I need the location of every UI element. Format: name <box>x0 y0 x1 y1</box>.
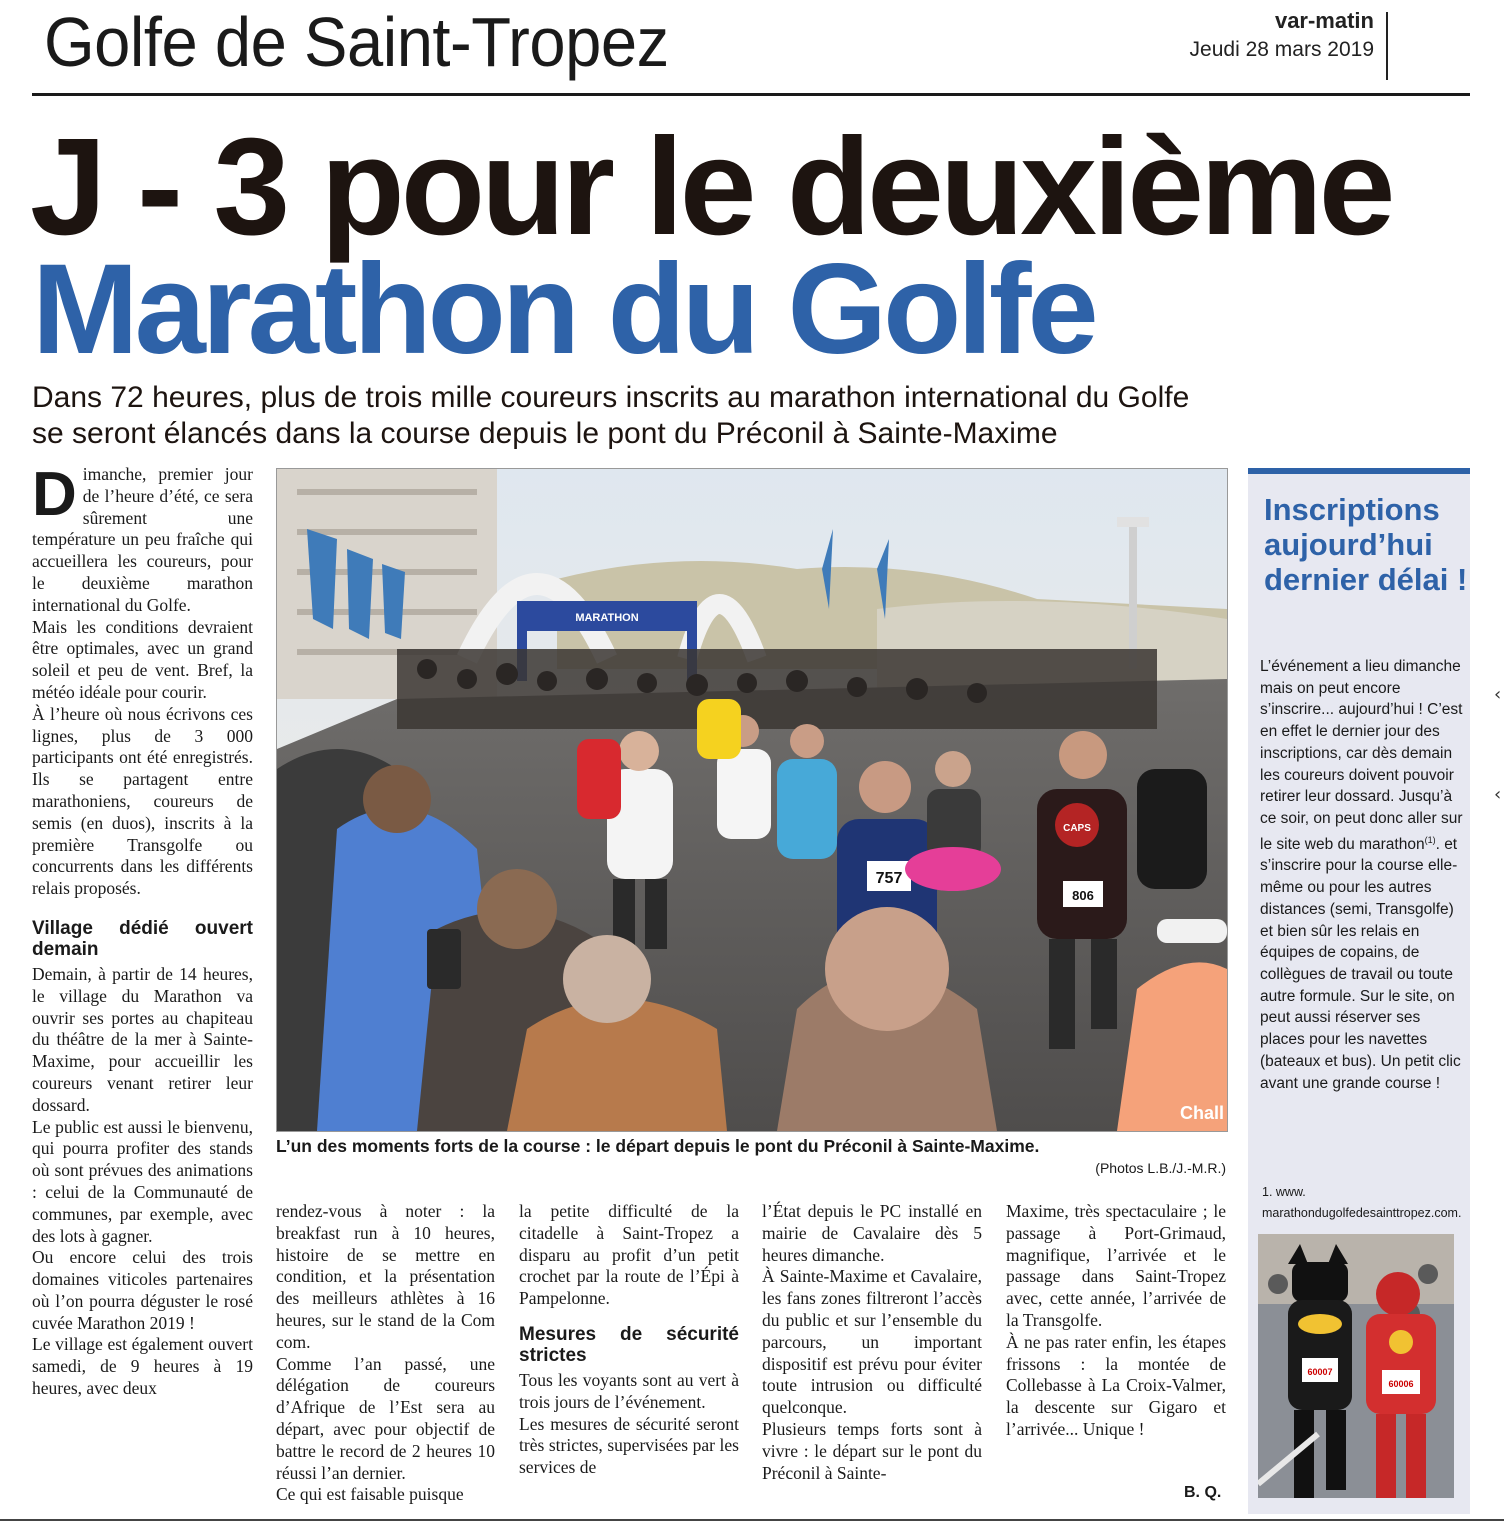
bib-number: 757 <box>875 870 903 887</box>
headline-line-2: Marathon du Golfe <box>32 238 1095 381</box>
paragraph: Demain, à partir de 14 heures, le village du Marathon va ouvrir ses portes au chapiteau du théâtre de la mer à Sainte-Maxime, pour accueillir les coureurs venant retirer leur dossard. <box>32 963 253 1115</box>
page-bottom-rule <box>0 1519 1504 1521</box>
article-column-4 <box>762 1201 982 1484</box>
author-signature: B. Q. <box>1184 1484 1222 1501</box>
newspaper-name: var-matin <box>1274 8 1374 33</box>
paragraph: la petite difficulté de la citadelle à Saint-Tropez a disparu au profit d’un petit crochet par la route de l’Épi à Pampelonne. <box>519 1201 739 1309</box>
drop-cap: D <box>32 460 77 529</box>
article-column-5 <box>1006 1201 1226 1441</box>
bib-number: 806 <box>1072 888 1094 903</box>
arch-banner-text: MARATHON <box>575 612 639 624</box>
sidebar-body: L’événement a lieu dimanche mais on peut encore s’inscrire... aujourd’hui ! C’est en effet le dernier jour des inscriptions, car dès demain les coureurs doivent pouvoir retirer leur dossard. Jusqu’à ce soir, on peut donc aller sur le site web du marathon$^{(1)}$. et s’inscrire pour la course elle-même ou pour les autres distances (semi, Transgolfe) et bien sûr les relais en équipes de copains, de collègues de travail ou toute autre formule. Sur le site, on peut aussi réserver ses places pour les navettes (bateaux et bus). Un petit clic avant une grande course ! <box>1260 658 1463 1092</box>
publication-date: Jeudi 28 mars 2019 <box>1189 38 1374 61</box>
article-column-1 <box>32 460 253 1400</box>
headline-line-1: J - 3 pour le deuxième <box>30 110 1392 264</box>
paragraph: Ou encore celui des trois domaines viticoles partenaires où l’on pourra déguster le rosé cuvée Marathon 2019 ! <box>32 1247 253 1333</box>
paragraph: Les mesures de sécurité seront très strictes, supervisées par les services de <box>519 1413 739 1478</box>
footnote-marker: (1) <box>1424 834 1436 845</box>
section-title: Golfe de Saint-Tropez <box>44 3 669 81</box>
paragraph: À Sainte-Maxime et Cavalaire, les fans zones filtreront l’accès du public et sur l’ensemble du parcours, un important dispositif est prévu pour éviter toute intrusion ou difficulté quelconque. <box>762 1266 982 1418</box>
paragraph: l’État depuis le PC installé en mairie de Cavalaire dès 5 heures dimanche. <box>762 1201 982 1265</box>
paragraph: Ce qui est faisable puisque <box>276 1484 464 1505</box>
subheading: Mesures de sécurité strictes <box>519 1323 739 1366</box>
deck-line-2: se seront élancés dans la course depuis le pont du Préconil à Sainte-Maxime <box>32 417 1058 450</box>
subheading: Village dédié ouvert demain <box>32 917 253 960</box>
paragraph: Dimanche, premier jour de l’heure d’été, ce sera sûrement une température un peu fraîche qui accueillera les coureurs, pour le deuxième marathon international du Golfe. <box>32 460 253 615</box>
photo-credit: (Photos L.B./J.-M.R.) <box>1095 1160 1226 1176</box>
article-deck <box>32 380 1432 452</box>
website-url: marathondugolfedesainttropez.com. <box>1262 1206 1462 1220</box>
chevron-left-icon: ‹ <box>1494 784 1502 805</box>
paragraph: Maxime, très spectaculaire ; le passage à Port-Grimaud, magnifique, l’arrivée et le passage dans Saint-Tropez avec, cette année, l’arrivée de la Transgolfe. <box>1006 1201 1226 1330</box>
article-column-2 <box>276 1201 495 1506</box>
paragraph: Plusieurs temps forts sont à vivre : le départ sur le pont du Préconil à Sainte- <box>762 1418 982 1483</box>
costumed-runners-photo <box>1258 1234 1454 1498</box>
sidebar-title: Inscriptions aujourd’hui dernier délai ! <box>1264 492 1468 597</box>
race-start-photo <box>276 468 1228 1132</box>
race-photo-illustration <box>277 469 1227 1131</box>
photo-caption: L’un des moments forts de la course : le départ depuis le pont du Préconil à Sainte-Maxime. <box>276 1136 1040 1156</box>
shirt-logo-text: CAPS <box>1063 823 1091 834</box>
paragraph: rendez-vous à noter : la breakfast run à 10 heures, histoire de se mettre en condition, et la présentation des meilleurs athlètes à 16 heures, sur le stand de la Com com. <box>276 1201 495 1352</box>
bib-number: 60006 <box>1388 1379 1414 1389</box>
article-column-3 <box>519 1201 739 1479</box>
header-rule <box>32 93 1470 96</box>
sidebar-footnote: 1. www. marathondugolfedesainttropez.com. <box>1262 1182 1467 1224</box>
bib-number: 60007 <box>1307 1367 1333 1377</box>
paragraph: À ne pas rater enfin, les étapes frissons : la montée de Collebasse à La Croix-Valmer, la descente sur Gigaro et l’arrivée... Unique ! <box>1006 1331 1226 1439</box>
costumed-runners-illustration <box>1258 1234 1454 1498</box>
paragraph: Mais les conditions devraient être optimales, avec un grand soleil et peu de vent. Bref, la météo idéale pour courir. <box>32 616 253 702</box>
paragraph: Le public est aussi le bienvenu, qui pourra profiter des stands où sont prévues des animations : celui de la Communauté de communes, par exemple, avec des lots à gagner. <box>32 1116 253 1246</box>
paragraph: À l’heure où nous écrivons ces lignes, plus de 3 000 participants ont été enregistrés. Ils se partagent entre marathoniens, coureurs de semis (en duos), inscrits à la première Transgolfe ou concurrents dans les différents relais proposés. <box>32 703 253 899</box>
paragraph: Tous les voyants sont au vert à trois jours de l’événement. <box>519 1369 739 1412</box>
deck-line-1: Dans 72 heures, plus de trois mille coureurs inscrits au marathon international du Golfe <box>32 381 1190 414</box>
header-divider <box>1386 12 1388 80</box>
shirt-text: Chall <box>1179 1103 1225 1123</box>
paragraph: Le village est également ouvert samedi, de 9 heures à 19 heures, avec deux <box>32 1334 253 1399</box>
paragraph: Comme l’an passé, une délégation de coureurs d’Afrique de l’Est sera au départ, avec pour objectif de battre le record de 2 heures 10 réussi l’an dernier. <box>276 1353 495 1483</box>
chevron-left-icon: ‹ <box>1494 684 1502 705</box>
